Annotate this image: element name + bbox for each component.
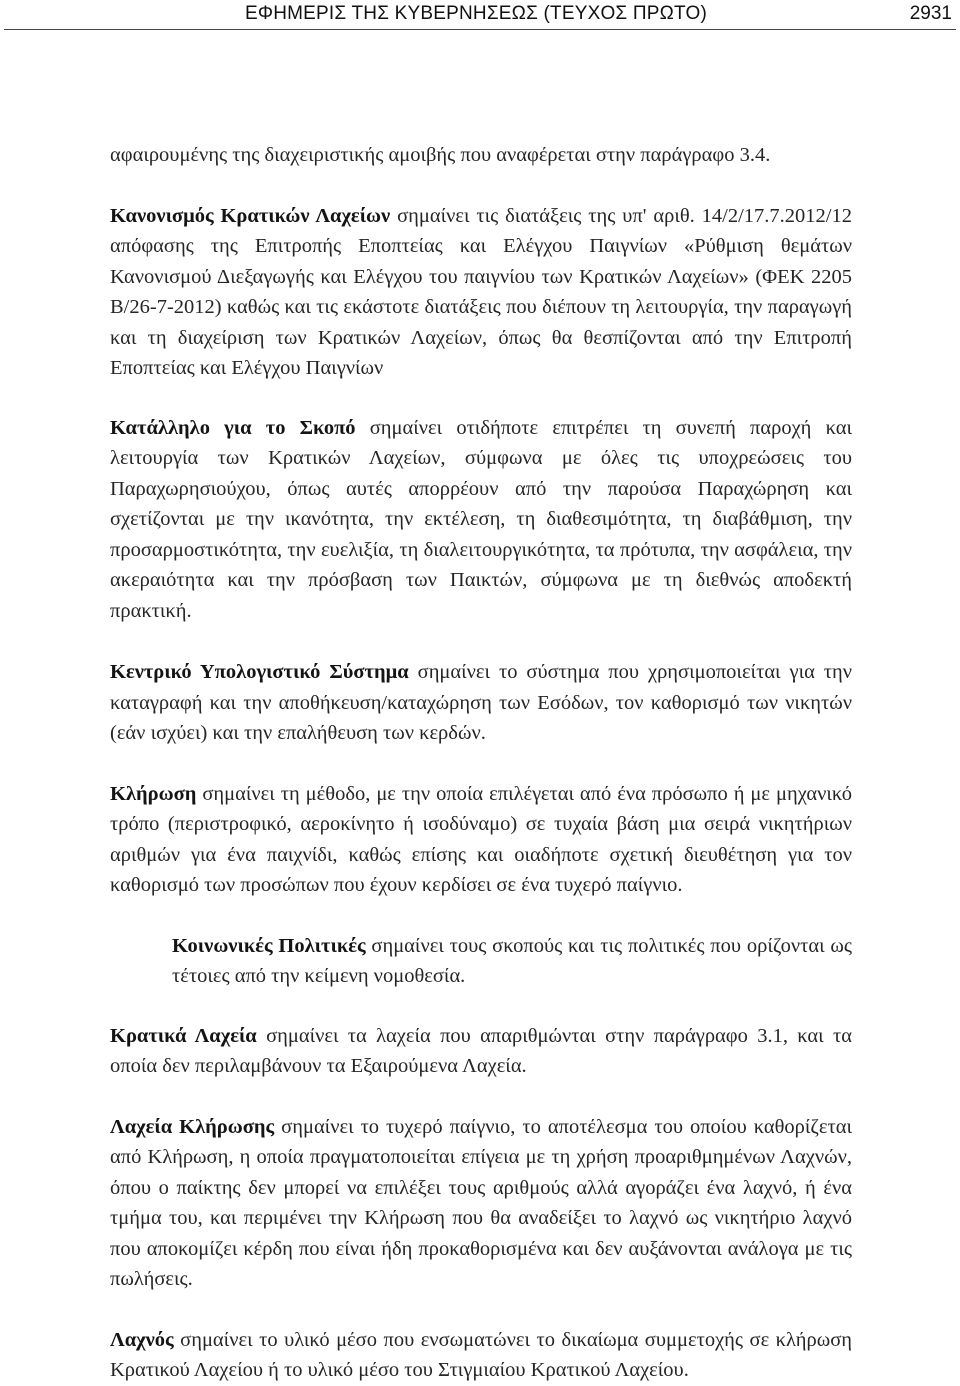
definition-state-lotteries-regulation [110,201,852,384]
definition-term: Λαχεία Κλήρωσης [110,1115,275,1138]
definition-draw-lotteries [110,1112,852,1295]
definition-text: σημαίνει το τυχερό παίγνιο, το αποτέλεσμα του οποίου καθορίζεται από Κλήρωση, η οποία πραγματοποιείται επίγεια με τη χρήση προαριθμημένων Λαχνών, όπου ο παίκτης δεν μπορεί να επιλέξει τους αριθμούς αλλά αγοράζει ένα λαχνό, ή ένα τμήμα του, και περιμένει την Κλήρωση που θα αναδείξει το λαχνό ως νικητήριο λαχνό που αποκομίζει κέρδη που είναι ήδη προκαθορισμένα και δεν αυξάνονται ανάλογα με τις πωλήσεις. [110,1115,852,1290]
definition-draw [110,779,852,901]
definition-term: Κατάλληλο για το Σκοπό [110,416,356,439]
definition-text: σημαίνει το υλικό μέσο που ενσωματώνει το δικαίωμα συμμετοχής σε κλήρωση Κρατικού Λαχείου ή το υλικό μέσο του Στιγμιαίου Κρατικού Λαχείου. [110,1328,852,1381]
paragraph-text: αφαιρουμένης της διαχειριστικής αμοιβής που αναφέρεται στην παράγραφο 3.4. [110,144,771,166]
definition-social-policies [110,931,852,992]
definition-text: σημαίνει τις διατάξεις της υπ' αριθ. 14/2/17.7.2012/12 απόφασης της Επιτροπής Εποπτείας και Ελέγχου Παιγνίων «Ρύθμιση θεμάτων Κανονισμού Διεξαγωγής και Ελέγχου του παιγνίου των Κρατικών Λαχείων» (ΦΕΚ 2205 Β/26-7-2012) καθώς και τις εκάστοτε διατάξεις που διέπουν τη λειτουργία, την παραγωγή και τη διαχείριση των Κρατικών Λαχείων, όπως θα θεσπίζονται από την Επιτροπή Εποπτείας και Ελέγχου Παιγνίων [110,204,853,379]
gazette-title: ΕΦΗΜΕΡΙΣ ΤΗΣ ΚΥΒΕΡΝΗΣΕΩΣ (ΤΕΥΧΟΣ ΠΡΩΤΟ) [245,3,708,24]
definition-text: σημαίνει τους σκοπούς και τις πολιτικές που ορίζονται ως τέτοιες από την κείμενη νομοθεσία. [172,934,852,987]
header-divider [4,29,956,30]
definition-central-computer-system [110,657,852,749]
paragraph-fee-deduction [110,140,852,171]
definition-lottery-ticket [110,1325,852,1386]
definition-term: Κοινωνικές Πολιτικές [172,934,366,957]
definition-text: σημαίνει το σύστημα που χρησιμοποιείται για την καταγραφή και την αποθήκευση/καταχώρηση των Εσόδων, τον καθορισμό των νικητών (εάν ισχύει) και την επαλήθευση των κερδών. [110,661,852,744]
scanned-document-body [110,140,852,1386]
definition-state-lotteries [110,1021,852,1082]
page-header [0,0,960,30]
definition-term: Κανονισμός Κρατικών Λαχείων [110,204,391,227]
definition-text: σημαίνει τη μέθοδο, με την οποία επιλέγεται από ένα πρόσωπο ή με μηχανικό τρόπο (περιστροφικό, αεροκίνητο ή ισοδύναμο) σε τυχαία βάση μια σειρά νικητήριων αριθμών για ένα παιχνίδι, καθώς επίσης και οιαδήποτε σχετική διευθέτηση για τον καθορισμό των προσώπων που έχουν κερδίσει σε ένα τυχερό παίγνιο. [110,782,852,896]
definition-text: σημαίνει τα λαχεία που απαριθμώνται στην παράγραφο 3.1, και τα οποία δεν περιλαμβάνουν τα Εξαιρούμενα Λαχεία. [110,1024,852,1077]
definition-term: Λαχνός [110,1328,174,1351]
page-number: 2931 [909,3,952,24]
definition-term: Κεντρικό Υπολογιστικό Σύστημα [110,661,409,683]
definition-text: σημαίνει οτιδήποτε επιτρέπει τη συνεπή παροχή και λειτουργία των Κρατικών Λαχείων, σύμφωνα με όλες τις υποχρεώσεις του Παραχωρησιούχου, όπως αυτές απορρέουν από την παρούσα Παραχώρηση και σχετίζονται με την ικανότητα, την εκτέλεση, τη διαθεσιμότητα, τη διαβάθμιση, την προσαρμοστικότητα, την ευελιξία, τη διαλειτουργικότητα, τα πρότυπα, την ασφάλεια, την ακεραιότητα και την πρόσβαση των Παικτών, σύμφωνα με τη διεθνώς αποδεκτή πρακτική. [110,416,852,622]
definition-term: Κλήρωση [110,782,197,805]
definition-fit-for-purpose [110,413,852,627]
definition-term: Κρατικά Λαχεία [110,1024,257,1047]
